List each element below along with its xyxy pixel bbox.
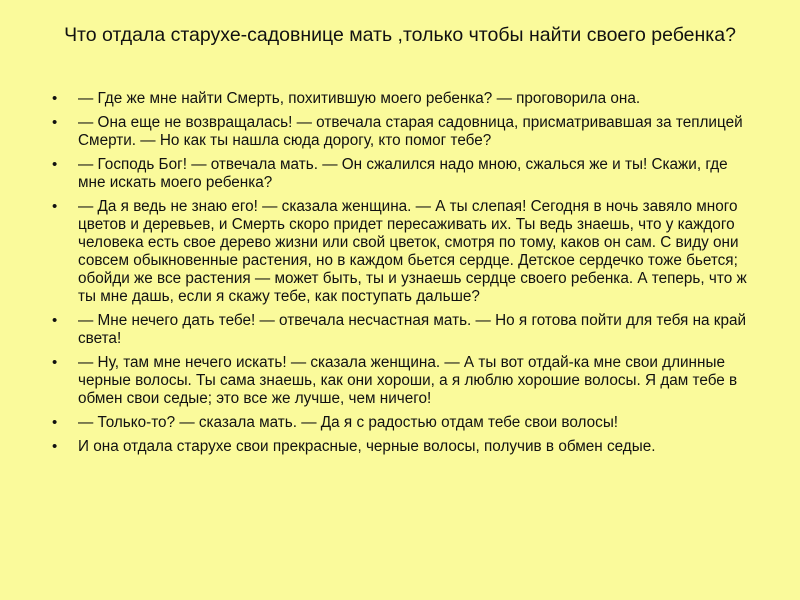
- paragraph-6: [52, 354, 757, 408]
- paragraph-text: — Да я ведь не знаю его! — сказала женщина. — А ты слепая! Сегодня в ночь завяло много цветов и деревьев, и Смерть скоро придет пересаживать их. Ты ведь знаешь, что у каждого человека есть свое дерево жизни или свой цветок, смотря по тому, каков он сам. С виду они совсем обыкновенные растения, но в каждом бьется сердце. Детское сердечко тоже бьется; обойди же все растения — может быть, ты и узнаешь сердце своего ребенка. А теперь, что ж ты мне дашь, если я скажу тебе, как поступать дальше?: [78, 198, 747, 305]
- bullet-icon: •: [52, 198, 58, 215]
- bullet-icon: •: [52, 114, 58, 131]
- slide-title: Что отдала старухе-садовнице мать ,только чтобы найти своего ребенка?: [64, 24, 736, 46]
- paragraph-text: И она отдала старухе свои прекрасные, черные волосы, получив в обмен седые.: [78, 438, 656, 455]
- paragraph-1: [52, 90, 757, 108]
- bullet-icon: •: [52, 414, 58, 431]
- paragraph-2: [52, 114, 757, 150]
- paragraph-5: [52, 312, 757, 348]
- bullet-icon: •: [52, 312, 58, 329]
- paragraph-text: — Она еще не возвращалась! — отвечала старая садовница, присматривавшая за теплицей Смерти. — Но как ты нашла сюда дорогу, кто помог тебе?: [78, 114, 743, 149]
- paragraph-text: — Господь Бог! — отвечала мать. — Он сжалился надо мною, сжалься же и ты! Скажи, где мне искать моего ребенка?: [78, 156, 728, 191]
- paragraph-8: [52, 438, 757, 456]
- bullet-icon: •: [52, 90, 58, 107]
- paragraph-text: — Ну, там мне нечего искать! — сказала женщина. — А ты вот отдай-ка мне свои длинные черные волосы. Ты сама знаешь, как они хороши, а я люблю хорошие волосы. Я дам тебе в обмен свои седые; это все же лучше, чем ничего!: [78, 354, 738, 407]
- paragraph-text: — Только-то? — сказала мать. — Да я с радостью отдам тебе свои волосы!: [78, 414, 619, 431]
- bullet-icon: •: [52, 354, 58, 371]
- paragraph-3: [52, 156, 757, 192]
- bullet-icon: •: [52, 438, 58, 455]
- paragraph-7: [52, 414, 757, 432]
- paragraph-4: [52, 198, 757, 306]
- paragraph-text: — Где же мне найти Смерть, похитившую моего ребенка? — проговорила она.: [78, 90, 641, 107]
- bullet-icon: •: [52, 156, 58, 173]
- paragraph-text: — Мне нечего дать тебе! — отвечала несчастная мать. — Но я готова пойти для тебя на край света!: [78, 312, 747, 347]
- bullet-list: [52, 90, 757, 462]
